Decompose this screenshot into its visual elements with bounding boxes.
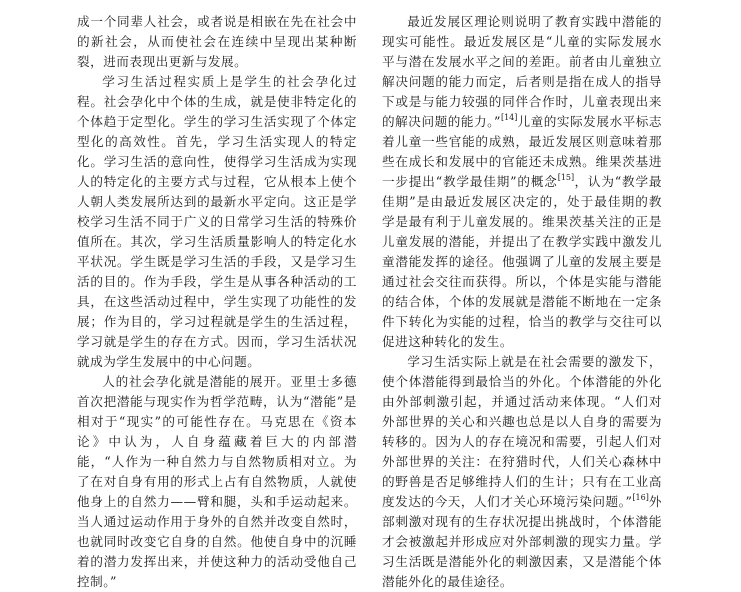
text-segment: 儿童的实际发展水平标志着儿童一些官能的成熟，最近发展区则意味着那些在成长和发展中的官能还未成熟。维果茨基进一步提出“教学最佳期”的概念	[382, 114, 663, 189]
paragraph-zone-proximal-development	[382, 12, 662, 352]
citation-ref: [15]	[557, 173, 575, 182]
right-column	[382, 12, 662, 592]
paragraph-potential-unfolding: 人的社会孕化就是潜能的展开。亚里士多德首次把潜能与现实作为哲学范畴，认为“潜能”是相对于“现实”的可能性存在。马克思在《资本论》中认为，人自身蕴藏着巨大的内部潜能，“人作为一种自然力与自然物质相对立。为了在对自身有用的形式上占有自然物质，人就使他身上的自然力——臂和腿，头和手运动起来。当人通过运动作用于身外的自然并改变自然时，也就同时改变它自身的自然。他使自身中的沉睡着的潜力发挥出来，并使这种力的活动受他自己控制。”	[77, 374, 357, 589]
text-segment: ，认为“教学最佳期”是由最近发展区决定的，处于最佳期的教学是最有利于儿童发展的。维果茨基关注的正是儿童发展的潜能，并提出了在教学实践中激发儿童潜能发挥的途径。他强调了儿童的发展主要是通过社会交往而获得。所以，个体是实能与潜能的结合体，个体的发展就是潜能不断地在一定条件下转化为实能的过程，恰当的教学与交往可以促进这种转化的发生。	[382, 174, 662, 349]
text-segment: 学习生活实际上就是在社会需要的激发下，使个体潜能得到最恰当的外化。个体潜能的外化由外部刺激引起，并通过活动来体现。“人们对外部世界的关心和兴趣也总是以人自身的需要为转移的。因为人的存在境况和需要，引起人们对外部世界的关注：在狩猎时代，人们关心森林中的野兽是否足够维持人们的生计；只有在工业高度发达的今天，人们才关心环境污染问题。”	[382, 354, 662, 509]
paragraph-potential-externalization	[382, 352, 662, 592]
paragraph-continued: 成一个同辈人社会，或者说是相嵌在先在社会中的新社会，从而使社会在连续中呈现出某种断裂，进而表现出更新与发展。	[77, 14, 357, 69]
paragraph-study-life-socialization: 学习生活过程实质上是学生的社会孕化过程。社会孕化中个体的生成，就是使非特定化的个体趋于定型化。学生的学习生活实现了个体定型化的高效性。首先，学习生活实现人的特定化。学习生活的意向性，使得学习生活成为实现人的特定化的主要方式与过程，它从根本上使个人朝人类发展所达到的最新水平定向。这正是学校学习生活不同于广义的日常学习生活的特殊价值所在。其次，学习生活质量影响人的特定化水平状况。学生既是学习生活的手段，又是学习生活的目的。作为手段，学生是从事各种活动的工具，在这些活动过程中，学生实现了功能性的发展；作为目的，学习过程就是学生的生活过程，学习就是学生的存在方式。因而，学习生活状况就成为学生发展中的中心问题。	[77, 74, 357, 369]
text-segment: 外部刺激对现有的生存状况提出挑战时，个体潜能才会被激起并形成应对外部刺激的现实力量。学习生活既是潜能外化的刺激因素，又是潜能个体潜能外化的最佳途径。	[382, 494, 663, 589]
left-column	[77, 12, 357, 592]
citation-ref: [16]	[632, 493, 649, 502]
text-segment: 最近发展区理论则说明了教育实践中潜能的现实可能性。最近发展区是“儿童的实际发展水平与潜在发展水平之间的差距。前者由儿童独立解决问题的能力而定，后者则是指在成人的指导下或是与能力较强的同伴合作时，儿童表现出来的解决问题的能力。”	[382, 14, 662, 129]
citation-ref: [14]	[500, 113, 518, 122]
